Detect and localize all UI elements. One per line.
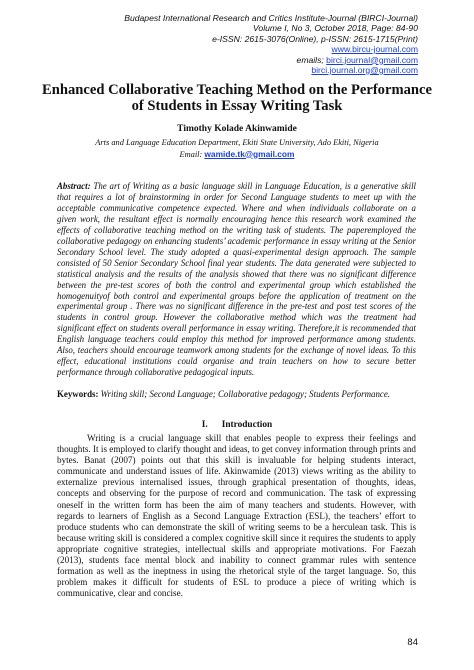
journal-header (124, 13, 418, 75)
journal-website-link[interactable]: www.bircu-journal.com (331, 44, 418, 55)
paper-title: Enhanced Collaborative Teaching Method on the Performance of Students in Essay Writing Task (42, 82, 432, 114)
keywords (57, 389, 416, 400)
journal-name: Budapest International Research and Critics Institute-Journal (BIRCI-Journal) (124, 13, 418, 23)
journal-volume: Volume I, No 3, October 2018, Page: 84-90 (253, 23, 418, 34)
author-email-link[interactable]: wamide.tk@gmail.com (204, 148, 295, 159)
emails-label: emails; (296, 54, 324, 65)
body-text (57, 433, 416, 599)
author-affiliation-block (40, 138, 434, 160)
journal-email-link-2[interactable]: birci.journal.org@gmail.com (311, 65, 418, 76)
section-title: Introduction (221, 420, 273, 430)
author-name: Timothy Kolade Akinwamide (177, 124, 297, 134)
keywords-label: Keywords: (57, 389, 99, 399)
journal-email-link-1[interactable]: birci.journal@gmail.com (326, 54, 418, 65)
email-label: Email: (179, 149, 203, 159)
page-number: 84 (407, 637, 418, 648)
journal-issn: e-ISSN: 2615-3076(Online), p-ISSN: 2615-1715(Print) (212, 33, 418, 44)
section-heading (40, 420, 434, 430)
section-number: I. (201, 420, 208, 430)
author-affiliation: Arts and Language Education Department, Ekiti State University, Ado Ekiti, Nigeria (95, 138, 379, 147)
abstract-text: The art of Writing as a basic language skill in Language Education, is a generative skill that requires a lot of brainstorming in order for Second Language students to meet up with the acceptable communicative competence expected. Where and when individuals collaborate on a given work, the resultant effect is normally encouraging hence this research work examined the effects of collaborative teaching method on the writing task of students. The paperemployed the collaborative pedagogy on enhancing students’ academic performance in essay writing at the Senior Secondary School level. The study adopted a quasi-experimental design approach. The sample consisted of 50 Senior Secondary School final year students. The data generated were subjected to statistical analysis and the results of the analysis showed that there was no significant difference between the pre-test scores of both the control and experimental group which established the homogenuityof both control and experimental groups before the application of treatment on the experimental group . There was no significant difference in the pre-test and post test scores of the students in control group. However the collaborative method which was the treatment had significant effect on students overall performance in essay writing. Therefore,it is recommended that English language teachers could employ this method for improved performance among students. Also, teachers should encourage teamwork among students for the exchange of novel ideas. To this effect, educational institutions could organise and train teachers on how to secure better performance through collaborative pedagogical inputs. (57, 181, 416, 378)
keywords-text: Writing skill; Second Language; Collaborative pedagogy; Students Performance. (100, 389, 391, 399)
abstract (57, 181, 416, 378)
abstract-label: Abstract: (57, 181, 91, 191)
body-paragraph: Writing is a crucial language skill that enables people to express their feelings and thoughts. It is employed to clarify thought and ideas, to get convey information through prints and bytes. Banat (2007) points out that this skill is invaluable for helping students interact, communicate and understand issues of life. Akinwamide (2013) views writing as the ability to externalize previous internalised issues, through graphical presentation of thoughts, ideas, concepts and observing for the purpose of record and communication. The task of expressing oneself in the written form has been the aim of many teachers and students. However, with regards to learners of English as a Second Language Extraction (ESL), the teachers’ effort to produce students who can demonstrate the skill of writing seems to be a herculean task. This is because writing skill is considered a complex cognitive skill since it requires the students to apply appropriate cognitive strategies, intellectual skills and appropriate motivations. For Faezah (2013), students face mental block and inability to connect grammar rules with sentence formation as well as the ineptness in using the rhetorical style of the target language. So, this problem makes it difficult for students of ESL to produce a piece of writing which is communicative, clear and concise. (57, 433, 416, 599)
